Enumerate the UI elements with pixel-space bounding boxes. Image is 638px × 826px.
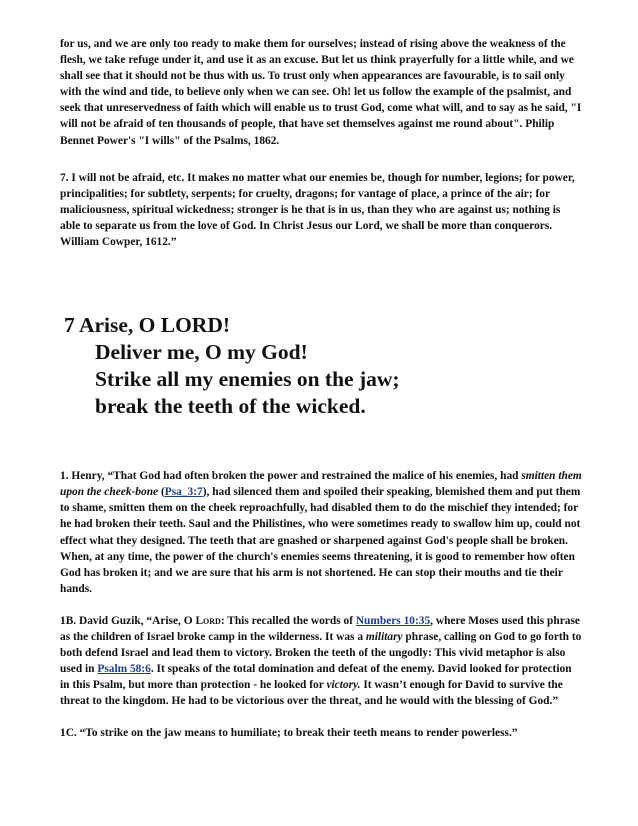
henry-italic: smitten them upon the cheek-bone [60, 470, 582, 499]
guzik-italic-victory: victory. [326, 679, 361, 692]
guzik-italic-military: military [365, 630, 403, 643]
guzik-text-b: : This recalled the words of [220, 614, 356, 627]
henry-text-a: 1. Henry, “That God had often broken the power and restrained the malice of his enemies, had [60, 470, 522, 483]
spurgeon-quote-power: for us, and we are only too ready to make them for ourselves; instead of rising above the weakness of the flesh, we take refuge under it, and use it as an excuse. But let us think prayerfully for a little while, and we shall see that it should not be thus with us. To trust only when appearances are favourable, is to sail only with the wind and tide, to believe only when we can see. Oh! let us follow the example of the psalmist, and seek that unreservedness of faith which will enable us to trust God, come what will, and to say as he said, "I will not be afraid of ten thousands of people, that have set themselves against me round about". Philip Bennet Power's "I wills" of the Psalms, 1862. [60, 38, 582, 147]
verse-block [64, 312, 582, 420]
henry-text-c: ), had silenced them and spoiled their speaking, blemished them and put them to shame, smitten them on the cheek reproachfully, had disabled them to do the mischief they intended; for he had broken their teeth. Saul and the Philistines, who were sometimes ready to swallow him up, could not effect what they designed. The teeth that are gnashed or sharpened against God's people shall be broken. When, at any time, the power of the church's enemies seems threatening, it is good to remember how often God has broken it; and we are sure that his arm is not shortened. He can stop their mouths and tie their hands. [60, 486, 581, 595]
guzik-text-c: , where Moses used this phrase as the children of Israel broke camp in the wilderness. It was a [60, 614, 580, 643]
verse-line-3: Strike all my enemies on the jaw; [95, 367, 400, 392]
psalm-58-6-link[interactable]: Psalm 58:6 [97, 663, 151, 676]
guzik-text-e: . It speaks of the total domination and defeat of the enemy. David looked for protection in this Psalm, but more than protection - he looked for [60, 663, 572, 692]
verse-line-1: 7 Arise, O LORD! [64, 313, 231, 338]
verse-line-4: break the teeth of the wicked. [95, 394, 366, 419]
document-page [60, 36, 582, 742]
psa-3-7-link[interactable]: Psa_3:7 [164, 486, 203, 499]
guzik-text-f: It wasn’t enough for David to survive the threat to the kingdom. He had to be victorious over the threat, and he would with the blessing of God.” [60, 679, 563, 708]
guzik-lord-smallcaps: Lord [195, 614, 221, 627]
henry-text-b: ( [158, 486, 165, 499]
numbers-10-35-link[interactable]: Numbers 10:35 [355, 614, 431, 627]
spurgeon-quote-cowper: 7. I will not be afraid, etc. It makes no matter what our enemies be, though for number, legions; for power, principalities; for subtlety, serpents; for cruelty, dragons; for vantage of place, a prince of the air; for maliciousness, spiritual wickedness; stronger is he that is in us, than they who are against us; nothing is able to separate us from the love of God. In Christ Jesus our Lord, we shall be more than conquerors. William Cowper, 1612.” [60, 171, 575, 249]
strike-jaw-note: 1C. “To strike on the jaw means to humiliate; to break their teeth means to render powerless.” [60, 727, 518, 740]
guzik-text-d: phrase, calling on God to go forth to both defend Israel and lead them to victory. Broken the teeth of the ungodly: This vivid metaphor is also used in [60, 630, 582, 676]
henry-commentary [60, 468, 582, 597]
verse-line-2: Deliver me, O my God! [95, 340, 308, 365]
guzik-text-a: 1B. David Guzik, “Arise, O [60, 614, 196, 627]
guzik-commentary [60, 613, 582, 710]
